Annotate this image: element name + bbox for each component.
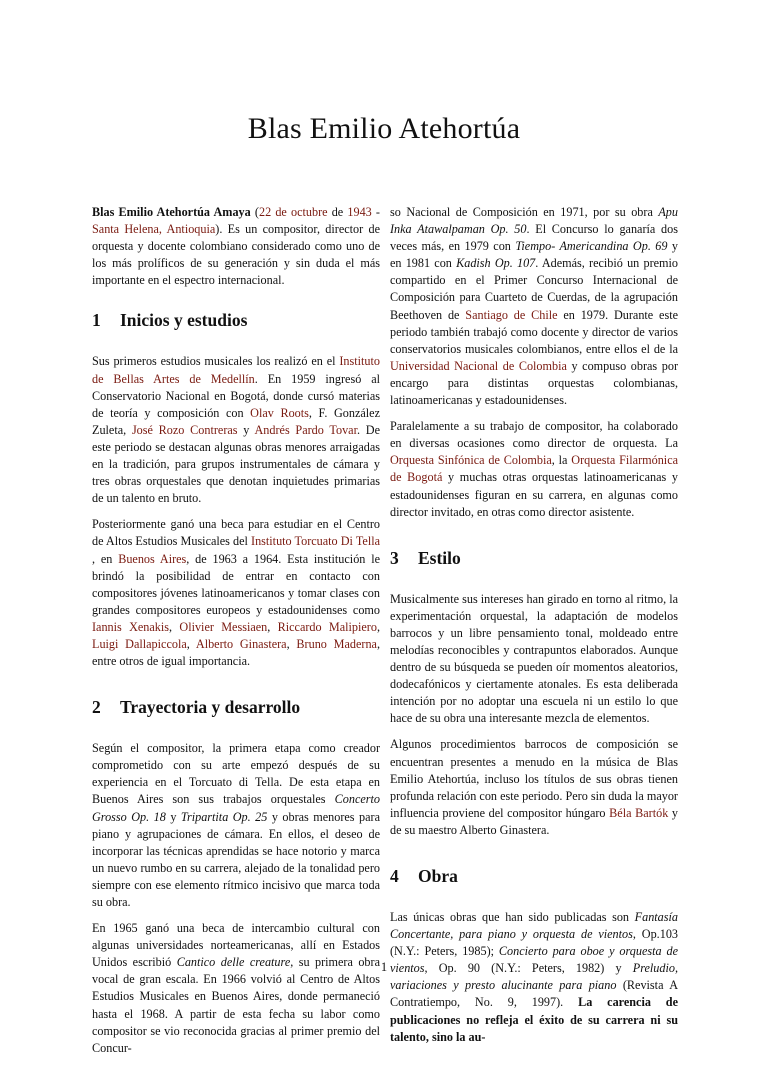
text-run: (Revista A Contratiempo, No. 9, 1997). [390,978,678,1010]
work-title: Tiempo- Americandina Op. 69 [515,239,668,254]
section-heading-estilo [390,547,678,569]
text-run: . El Concurso lo ganaría dos veces más, en 1979 con [390,222,678,254]
right-column [390,204,678,1055]
link-ginastera[interactable]: Alberto Ginastera [195,636,287,651]
text-run: Algunos procedimientos barrocos de composición se encuentran presentes a menudo en la música de Blas Emilio Atehortúa, incluso los títulos de sus obras tienen profunda relación con este periodo. Pero sin duda la mayor influencia proviene del compositor húngaro [390,737,678,820]
text-run: en 1979. Durante este periodo también trabajó como docente y director de varios conservatorios musicales colombianos, entre ellos el de la [390,307,678,356]
text-run: , Op.103 (N.Y.: Peters, 1985); [390,927,679,959]
section-heading-inicios [92,309,380,331]
paragraph [390,736,678,839]
text-run: ). Es un compositor, director de orquesta y docente colombiano considerado como uno de los más prolíficos de su generación y sin duda el más importante en el espectro internacional. [92,222,380,288]
link-orquesta-sinfonica[interactable]: Orquesta Sinfónica de Colombia [390,453,552,468]
text-run: , F. González Zuleta, [92,405,380,437]
link-dallapiccola[interactable]: Luigi Dallapiccola [92,636,187,651]
text-run: , [186,636,196,651]
section-number: 2 [92,697,101,718]
section-heading-obra [390,865,678,887]
section-title: Trayectoria y desarrollo [120,697,301,718]
text-run: ( [250,205,259,219]
section-number: 4 [390,866,399,886]
page-number: 1 [380,960,388,974]
work-title: Concerto Grosso Op. 18 [92,792,380,824]
section-heading-trayectoria [92,696,380,718]
link-torcuato-di-tella[interactable]: Instituto Torcuato Di Tella [251,534,380,549]
link-orquesta-filarmonica[interactable]: Orquesta Filarmónica de Bogotá [390,453,679,485]
intro-paragraph [92,204,380,289]
text-run: En 1965 ganó una beca de intercambio cultural con algunas universidades norteamericanas, allí en Estados Unidos escribió [92,921,380,970]
link-olav-roots[interactable]: Olav Roots [250,405,309,420]
text-run: . En 1959 ingresó al Conservatorio Nacional en Bogotá, donde cursó materias de teoría y composición con [92,371,380,420]
work-title: Apu Inka Atawalpaman Op. 50 [390,205,678,237]
link-bellas-artes[interactable]: Instituto de Bellas Artes de Medellín [92,354,380,386]
text-run: . De este periodo se destacan algunas obras menores arraigadas en la tradición, para grupos instrumentales de cámara y tres obras orquestales que denotan inquietudes primarias de un talento en bruto. [92,422,380,506]
link-rozo-contreras[interactable]: José Rozo Contreras [131,422,238,437]
text-run: de [327,205,348,219]
work-title: Fantasía Concertante, para piano y orquesta de vientos [390,910,678,942]
link-xenakis[interactable]: Iannis Xenakis [92,619,170,634]
text-run: y [237,422,255,437]
section-title: Inicios y estudios [120,310,248,331]
text-run: Sus primeros estudios musicales los realizó en el [92,354,340,369]
link-pardo-tovar[interactable]: Andrés Pardo Tovar [254,422,357,437]
text-run: , Op. 90 (N.Y.: Peters, 1982) y [424,961,633,976]
paragraph [390,909,678,1046]
text-run: y obras menores para piano y agrupaciones de cámara. En ellos, el deseo de incorporar las técnicas aprendidas se hace notorio y marca un nuevo rumbo en su carrera, alejado de la tonalidad pero siempre con ese elemento rítmico incisivo que marca toda su obra. [92,809,380,909]
subject-name: Blas Emilio Atehortúa Amaya [92,205,251,219]
text-run: Paralelamente a su trabajo de compositor, ha colaborado en diversas ocasiones como director de orquesta. La [390,419,678,451]
left-column [92,204,380,1066]
text-run: y [165,809,181,824]
paragraph-continued [92,920,380,1057]
work-title: Kadish Op. 107 [456,256,536,271]
text-run: , [169,619,180,634]
paragraph [92,353,380,507]
article-title: Blas Emilio Atehortúa [247,112,521,145]
text-run: , su primera obra vocal de gran escala. En 1966 volvió al Centro de Altos Estudios Musicales en Buenos Aires, donde permaneció hasta el 1968. A partir de esta fecha su labor como compositor se vio reconocida gracias al primer premio del Concur- [92,955,380,1055]
link-universidad-nacional[interactable]: Universidad Nacional de Colombia [390,358,567,373]
link-bela-bartok[interactable]: Béla Bartók [609,805,669,820]
text-run: , de 1963 a 1964. Esta institución le brindó la posibilidad de entrar en contacto con compositores jóvenes latinoamericanos y tomar clases con grandes compositores europeos y estadounidenses como [92,551,380,617]
link-maderna[interactable]: Bruno Maderna [296,636,377,651]
section-number: 1 [92,310,101,331]
birth-year-link[interactable]: 1943 [347,205,372,219]
text-run: , [267,619,278,634]
bold-statement: La carencia de publicaciones no refleja el éxito de su carrera ni su talento, sino la au- [390,995,678,1044]
link-santiago-de-chile[interactable]: Santiago de Chile [465,307,558,322]
work-title: Concierto para oboe y orquesta de vientos [390,944,678,976]
text-run: , [286,636,297,651]
text-run: so Nacional de Composición en 1971, por su obra [390,205,659,219]
paragraph-continuation [390,204,678,409]
text-run: Según el compositor, la primera etapa como creador comprometido con su arte empezó después de su experiencia en el Torcuato di Tella. De esta etapa en Buenos Aires son sus trabajos orquestales [92,741,380,807]
paragraph [92,740,380,911]
link-buenos-aires[interactable]: Buenos Aires [118,551,187,566]
section-title: Obra [418,866,458,886]
work-title: Tripartita Op. 25 [180,809,268,824]
text-run: - [371,205,380,219]
work-title: Cantico delle creature [176,955,291,970]
paragraph [390,418,678,521]
text-run: y compuso obras por encargo para distintas orquestas colombianas, latinoamericanas y estadounidenses. [390,358,678,408]
link-messiaen[interactable]: Olivier Messiaen [179,619,268,634]
text-run: y en 1981 con [390,239,678,271]
birth-place-link[interactable]: Santa Helena, Antioquia [92,222,216,237]
text-run: , entre otros de igual importancia. [92,636,380,669]
text-run: y de su maestro Alberto Ginastera. [390,805,679,837]
birth-date-link[interactable]: 22 de octubre [258,205,328,219]
section-number: 3 [390,547,399,568]
text-run: Posteriormente ganó una beca para estudiar en el Centro de Altos Estudios Musicales del [92,517,380,549]
text-run: , la [551,453,572,468]
section-title: Estilo [418,547,461,568]
link-malipiero[interactable]: Riccardo Malipiero [277,619,377,634]
text-run: y muchas otras orquestas latinoamericanas y estadounidenses figuran en su carrera, en algunas como director invitado, en otras como director asistente. [390,470,678,519]
text-run: . Además, recibió un premio compartido en el Primer Concurso Internacional de Composición para Cuarteto de Cuerdas, de la agrupación Beethoven de [390,256,679,322]
text-run: , [376,619,381,634]
work-title: Preludio, variaciones y presto alucinante para piano [390,961,678,993]
paragraph [92,516,380,670]
paragraph: Musicalmente sus intereses han girado en torno al ritmo, la experimentación orquestal, la adaptación de modelos barrocos y un libre pensamiento tonal, moldeado entre melodías reconocibles y contrapuntos elaborados. Aunque dentro de su búsqueda se pueden oír momentos aleatorios, dodecafónicos y ciertamente atonales. Es esta deliberada intención por no adoptar una escuela ni un estilo lo que hace de su obra una interesante mezcla de elementos. [390,591,678,726]
text-run: Las únicas obras que han sido publicadas son [390,910,635,924]
text-run: , en [92,551,119,566]
